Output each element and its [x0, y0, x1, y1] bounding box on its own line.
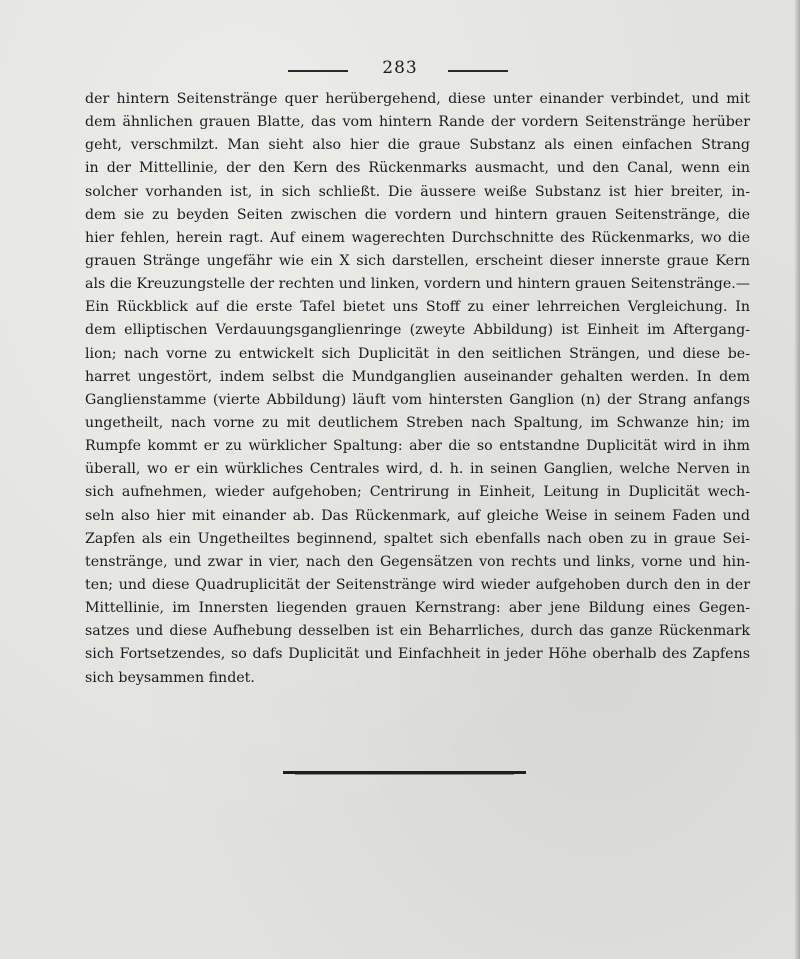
- text-line: ungetheilt, nach vorne zu mit deutlichem Streben nach Spaltung, im Schwanze hin; im: [85, 414, 750, 431]
- text-line: Mittellinie, im Innersten liegenden grauen Kernstrang: aber jene Bildung eines Gegen-: [85, 600, 750, 617]
- body-paragraph: [85, 88, 750, 690]
- text-line: ten; und diese Quadruplicität der Seitenstränge wird wieder aufgehoben durch den in der: [85, 576, 750, 593]
- text-line: Rumpfe kommt er zu würklicher Spaltung: aber die so entstandne Duplicität wird in ihm: [85, 438, 750, 455]
- page-edge-shadow: [794, 0, 800, 959]
- text-line: harret ungestört, indem selbst die Mundganglien auseinander gehalten werden. In dem: [85, 368, 750, 385]
- page-number: 283: [382, 58, 418, 78]
- text-line: Ganglienstamme (vierte Abbildung) läuft vom hintersten Ganglion (n) der Strang anfangs: [85, 391, 750, 408]
- text-line: satzes und diese Aufhebung desselben ist ein Beharrliches, durch das ganze Rückenmark: [85, 623, 750, 640]
- text-line: sich aufnehmen, wieder aufgehoben; Centrirung in Einheit, Leitung in Duplicität wech-: [85, 484, 750, 501]
- text-line: der hintern Seitenstränge quer herübergehend, diese unter einander verbindet, und mit: [85, 91, 750, 107]
- page-header: [0, 58, 800, 82]
- text-line: solcher vorhanden ist, in sich schließt. Die äussere weiße Substanz ist hier breiter, in-: [85, 183, 750, 200]
- text-line: geht, verschmilzt. Man sieht also hier die graue Substanz als einen einfachen Strang: [85, 137, 750, 154]
- header-rule-right: [448, 70, 508, 72]
- text-line: grauen Stränge ungefähr wie ein X sich darstellen, erscheint dieser innerste graue Kern: [85, 252, 750, 269]
- text-line: sich Fortsetzendes, so dafs Duplicität und Einfachheit in jeder Höhe oberhalb des Zapfens: [85, 646, 750, 663]
- text-line: hier fehlen, herein ragt. Auf einem wagerechten Durchschnitte des Rückenmarks, wo die: [85, 229, 750, 246]
- text-line: seln also hier mit einander ab. Das Rückenmark, auf gleiche Weise in seinem Faden und: [85, 507, 750, 524]
- text-line: in der Mittellinie, der den Kern des Rückenmarks ausmacht, und den Canal, wenn ein: [85, 160, 750, 177]
- text-line: dem elliptischen Verdauungsganglienringe (zweyte Abbildung) ist Einheit im Aftergang-: [85, 322, 750, 339]
- text-line: Ein Rückblick auf die erste Tafel bietet uns Stoff zu einer lehrreichen Vergleichung. In: [85, 299, 750, 316]
- header-rule-left: [288, 70, 348, 72]
- closing-rule: [283, 771, 526, 774]
- text-line: tenstränge, und zwar in vier, nach den Gegensätzen von rechts und links, vorne und hin-: [85, 553, 750, 570]
- text-line: als die Kreuzungstelle der rechten und linken, vordern und hintern grauen Seitenstränge.—: [85, 276, 750, 293]
- text-line: überall, wo er ein würkliches Centrales wird, d. h. in seinen Ganglien, welche Nerven in: [85, 461, 750, 478]
- text-line-last: sich beysammen findet.: [85, 669, 255, 686]
- text-line: lion; nach vorne zu entwickelt sich Duplicität in den seitlichen Strängen, und diese be-: [85, 345, 750, 362]
- text-line: dem ähnlichen grauen Blatte, das vom hintern Rande der vordern Seitenstränge herüber: [85, 114, 750, 131]
- text-line: Zapfen als ein Ungetheiltes beginnend, spaltet sich ebenfalls nach oben zu in graue Sei-: [85, 530, 750, 547]
- text-line: dem sie zu beyden Seiten zwischen die vordern und hintern grauen Seitenstränge, die: [85, 206, 750, 223]
